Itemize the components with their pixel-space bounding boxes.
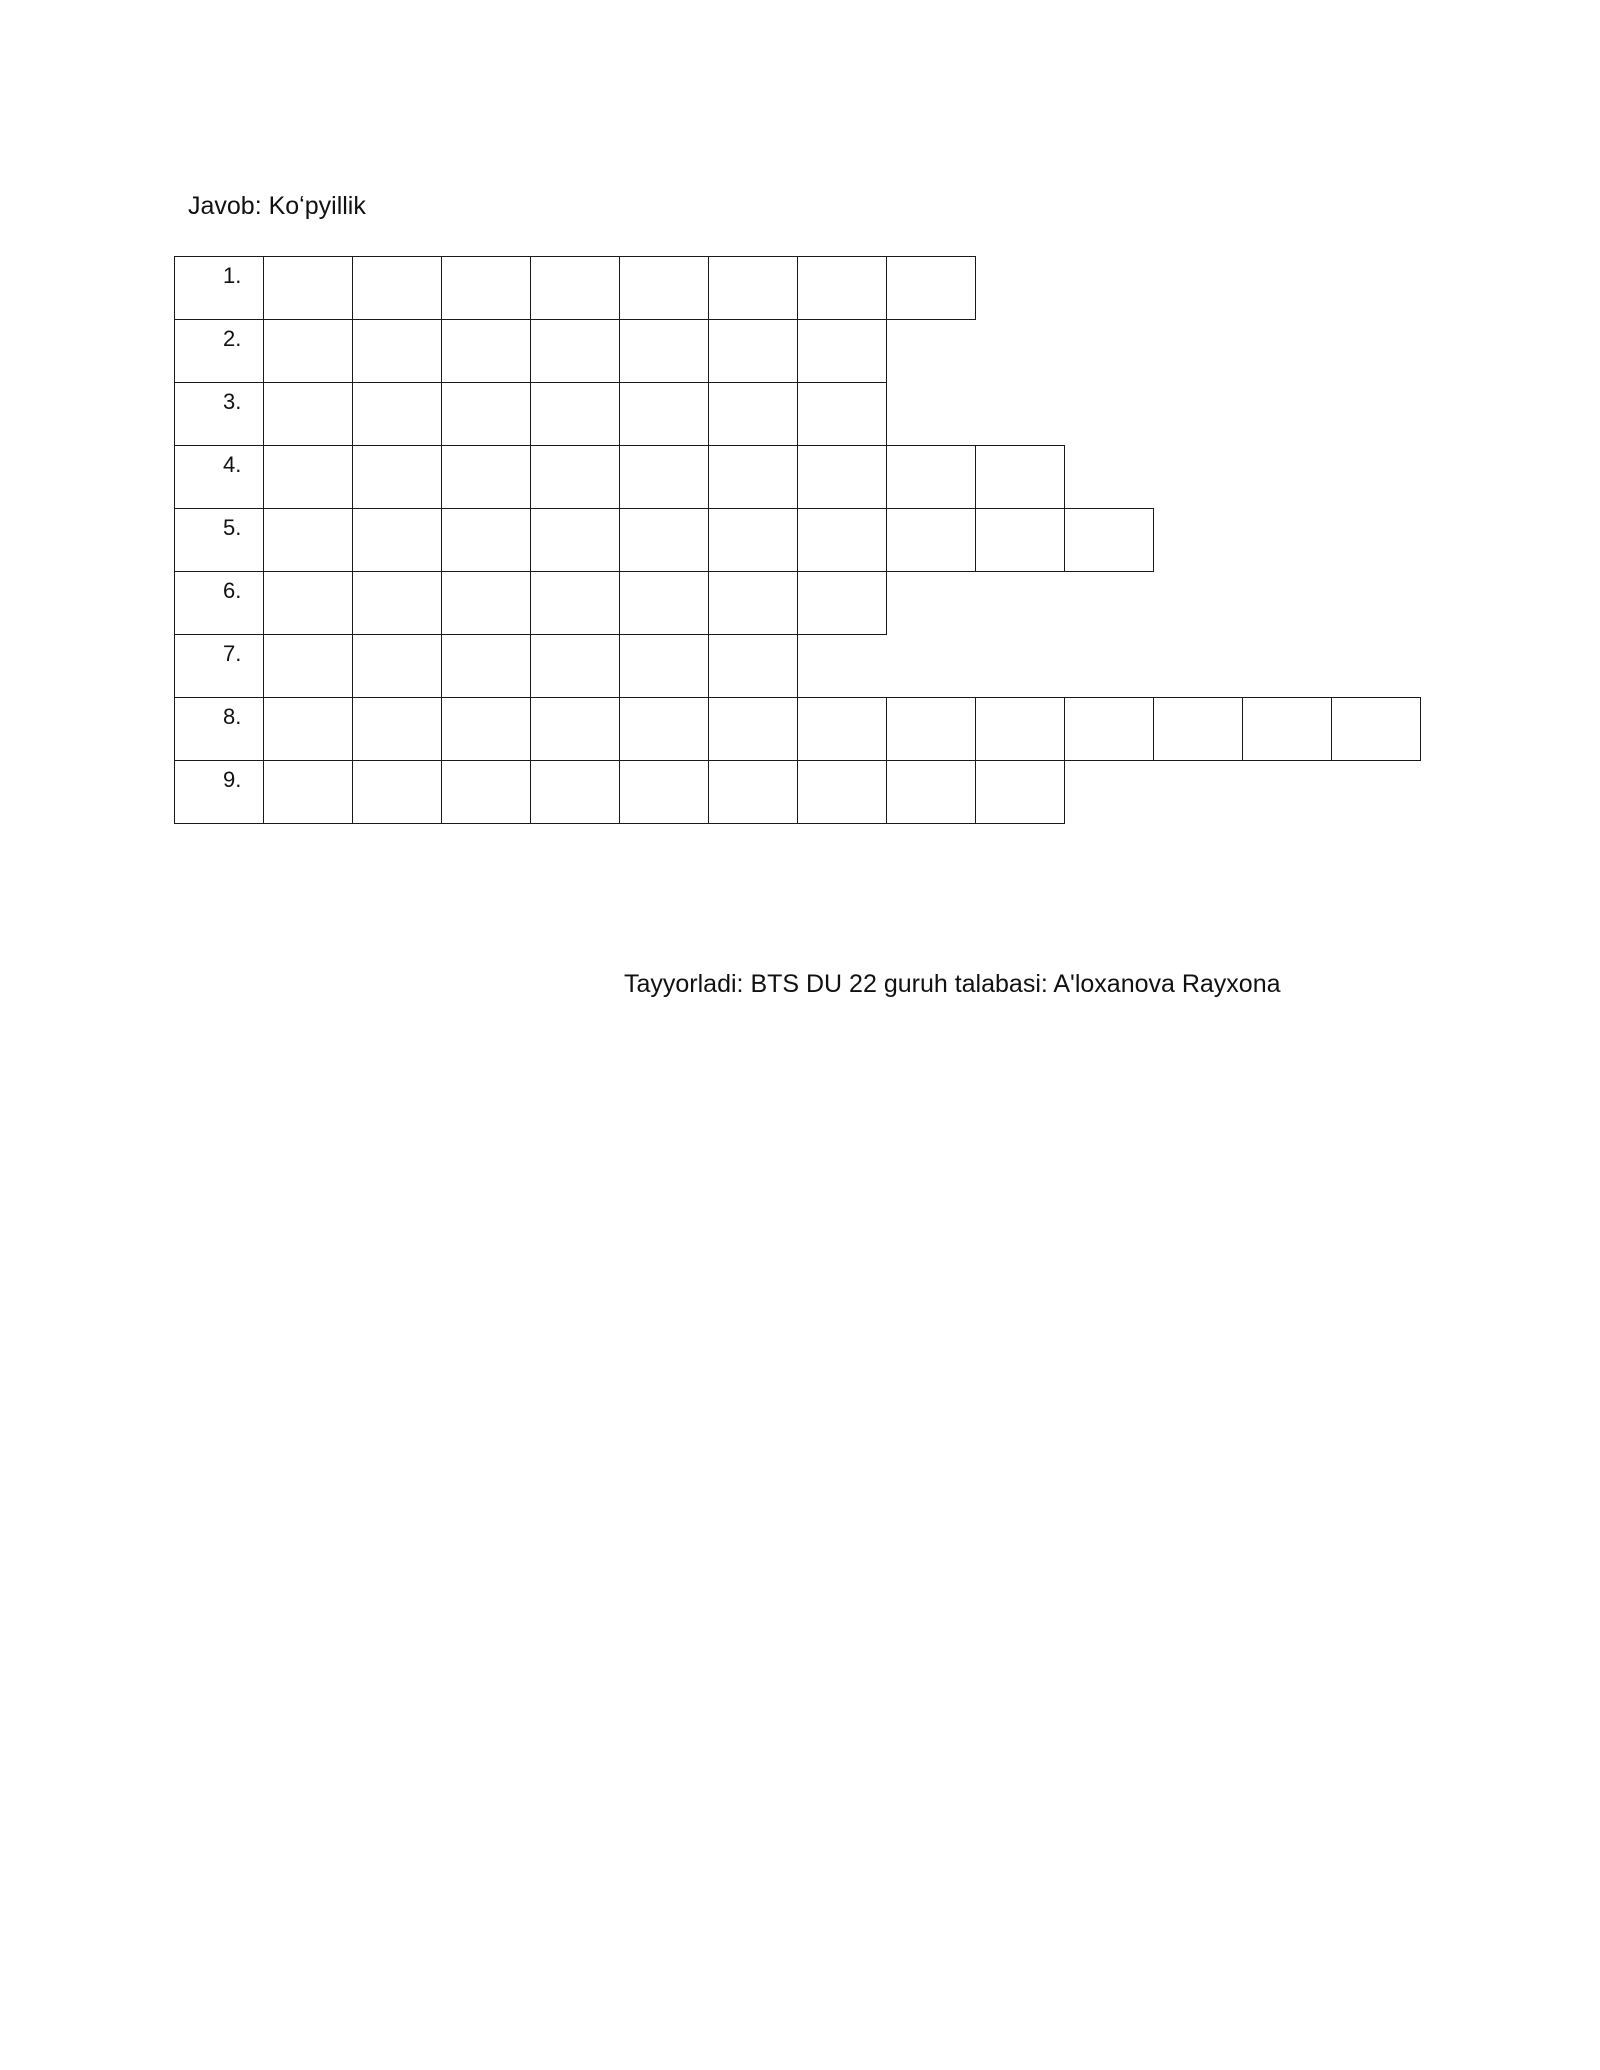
letter-cell[interactable] [1331,697,1421,761]
letter-cell[interactable] [352,319,442,383]
letter-cell[interactable] [975,697,1065,761]
letter-cell[interactable] [708,256,798,320]
letter-cell[interactable] [530,319,620,383]
letter-cell[interactable] [708,445,798,509]
row-number-label: 6. [223,578,242,603]
letter-cell[interactable] [619,319,709,383]
crossword-row [174,571,887,635]
letter-cell[interactable] [263,571,353,635]
crossword-row [174,445,1065,509]
letter-cell[interactable] [263,760,353,824]
letter-cell[interactable] [886,508,976,572]
crossword-row [174,697,1421,761]
letter-cell[interactable] [708,760,798,824]
letter-cell[interactable] [263,634,353,698]
credit-text: Tayyorladi: BTS DU 22 guruh talabasi: A'loxanova Rayxona [624,970,1281,998]
crossword-row [174,382,887,446]
letter-cell[interactable] [797,319,887,383]
row-number-label: 8. [223,704,242,729]
letter-cell[interactable] [263,256,353,320]
letter-cell[interactable] [530,571,620,635]
row-number-cell [174,697,264,761]
answer-text: Javob: Koʻpyillik [188,192,366,220]
letter-cell[interactable] [441,319,531,383]
letter-cell[interactable] [263,445,353,509]
letter-cell[interactable] [708,319,798,383]
letter-cell[interactable] [886,697,976,761]
letter-cell[interactable] [263,508,353,572]
row-number-label: 5. [223,515,242,540]
row-number-cell [174,760,264,824]
letter-cell[interactable] [708,571,798,635]
row-number-label: 4. [223,452,242,477]
row-number-cell [174,571,264,635]
letter-cell[interactable] [619,571,709,635]
letter-cell[interactable] [708,634,798,698]
letter-cell[interactable] [1242,697,1332,761]
row-number-label: 7. [223,641,242,666]
letter-cell[interactable] [530,508,620,572]
letter-cell[interactable] [352,256,442,320]
letter-cell[interactable] [886,760,976,824]
letter-cell[interactable] [352,382,442,446]
letter-cell[interactable] [619,760,709,824]
letter-cell[interactable] [619,634,709,698]
letter-cell[interactable] [619,256,709,320]
letter-cell[interactable] [441,445,531,509]
letter-cell[interactable] [975,760,1065,824]
row-number-cell [174,256,264,320]
letter-cell[interactable] [619,382,709,446]
letter-cell[interactable] [886,445,976,509]
letter-cell[interactable] [263,319,353,383]
letter-cell[interactable] [441,571,531,635]
letter-cell[interactable] [797,508,887,572]
letter-cell[interactable] [530,760,620,824]
letter-cell[interactable] [441,382,531,446]
crossword-row [174,256,976,320]
row-number-cell [174,634,264,698]
letter-cell[interactable] [1064,508,1154,572]
letter-cell[interactable] [441,256,531,320]
letter-cell[interactable] [530,634,620,698]
crossword-row [174,319,887,383]
row-number-label: 1. [223,263,242,288]
letter-cell[interactable] [797,445,887,509]
letter-cell[interactable] [352,571,442,635]
letter-cell[interactable] [1064,697,1154,761]
crossword-row [174,634,798,698]
row-number-cell [174,382,264,446]
letter-cell[interactable] [263,697,353,761]
letter-cell[interactable] [352,445,442,509]
letter-cell[interactable] [708,508,798,572]
row-number-label: 3. [223,389,242,414]
letter-cell[interactable] [975,445,1065,509]
letter-cell[interactable] [441,634,531,698]
letter-cell[interactable] [975,508,1065,572]
letter-cell[interactable] [797,382,887,446]
letter-cell[interactable] [263,382,353,446]
row-number-cell [174,445,264,509]
letter-cell[interactable] [352,760,442,824]
row-number-label: 2. [223,326,242,351]
letter-cell[interactable] [797,571,887,635]
letter-cell[interactable] [530,445,620,509]
letter-cell[interactable] [441,508,531,572]
letter-cell[interactable] [352,697,442,761]
letter-cell[interactable] [441,760,531,824]
letter-cell[interactable] [797,256,887,320]
letter-cell[interactable] [886,256,976,320]
letter-cell[interactable] [708,382,798,446]
letter-cell[interactable] [619,697,709,761]
letter-cell[interactable] [797,760,887,824]
row-number-label: 9. [223,767,242,792]
letter-cell[interactable] [352,634,442,698]
letter-cell[interactable] [530,697,620,761]
row-number-cell [174,319,264,383]
letter-cell[interactable] [619,508,709,572]
letter-cell[interactable] [1153,697,1243,761]
crossword-row [174,760,1065,824]
letter-cell[interactable] [352,508,442,572]
letter-cell[interactable] [441,697,531,761]
letter-cell[interactable] [530,256,620,320]
letter-cell[interactable] [797,697,887,761]
crossword-row [174,508,1154,572]
row-number-cell [174,508,264,572]
letter-cell[interactable] [708,697,798,761]
letter-cell[interactable] [530,382,620,446]
letter-cell[interactable] [619,445,709,509]
